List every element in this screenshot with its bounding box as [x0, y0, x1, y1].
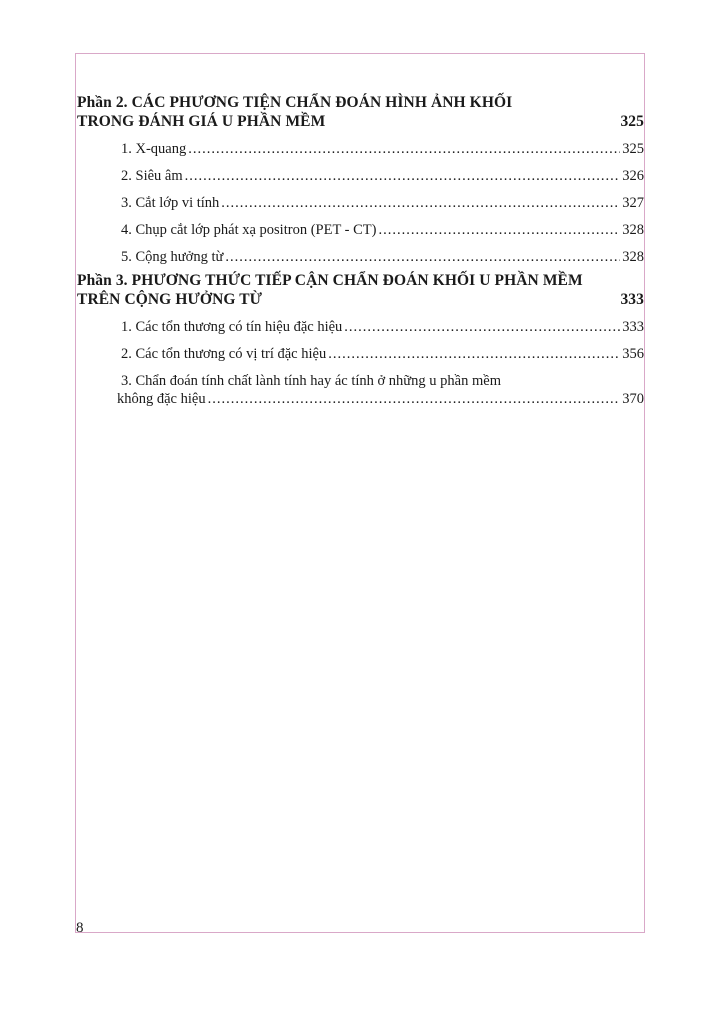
- toc-entry-page: 325: [622, 141, 644, 157]
- toc-entry-page: 328: [622, 222, 644, 238]
- toc-entry[interactable]: [77, 194, 644, 212]
- part-3-page: 333: [620, 291, 644, 308]
- toc-entry-label: 3. Cắt lớp vi tính: [121, 195, 220, 211]
- part-3-title-line2: TRÊN CỘNG HƯỞNG TỪ: [77, 291, 263, 308]
- toc-entry[interactable]: [77, 167, 644, 185]
- part-2-heading[interactable]: [77, 93, 644, 131]
- toc-entry-page: 328: [622, 249, 644, 265]
- dot-leader: [188, 140, 620, 158]
- dot-leader: [328, 345, 620, 363]
- page-number: 8: [76, 920, 84, 936]
- toc-entry-label: 1. Các tổn thương có tín hiệu đặc hiệu: [121, 319, 343, 335]
- toc-entry[interactable]: [77, 140, 644, 158]
- part-2-title-line2: TRONG ĐÁNH GIÁ U PHẦN MỀM: [77, 113, 326, 130]
- toc-entry-label: 2. Các tổn thương có vị trí đặc hiệu: [121, 346, 327, 362]
- toc-entry-label: 1. X-quang: [121, 141, 187, 157]
- toc-entry-page: 356: [622, 346, 644, 362]
- toc-entry[interactable]: [77, 221, 644, 239]
- table-of-contents: [77, 93, 644, 408]
- part-2-page: 325: [620, 113, 644, 130]
- toc-entry-label: 5. Cộng hưởng từ: [121, 249, 224, 265]
- dot-leader: [378, 221, 620, 239]
- toc-entry-multiline[interactable]: [77, 372, 644, 408]
- toc-entry[interactable]: [77, 318, 644, 336]
- part-2-title-line1: Phần 2. CÁC PHƯƠNG TIỆN CHẨN ĐOÁN HÌNH ẢNH KHỐI: [77, 94, 513, 111]
- toc-entry-label: 4. Chụp cắt lớp phát xạ positron (PET - CT): [121, 222, 377, 238]
- toc-entry-page: 333: [622, 319, 644, 335]
- toc-entry-page: 370: [622, 391, 644, 407]
- dot-leader: [225, 248, 620, 266]
- toc-entry-label: 2. Siêu âm: [121, 168, 183, 184]
- part-3-title-line1: Phần 3. PHƯƠNG THỨC TIẾP CẬN CHẨN ĐOÁN KHỐI U PHẦN MỀM: [77, 272, 583, 289]
- toc-entry[interactable]: [77, 345, 644, 363]
- dot-leader: [185, 167, 621, 185]
- dot-leader: [208, 390, 621, 408]
- part-3-heading[interactable]: [77, 271, 644, 309]
- toc-entry-label-line1: 3. Chẩn đoán tính chất lành tính hay ác tính ở những u phần mềm: [121, 373, 501, 389]
- toc-entry-label-line2: không đặc hiệu: [117, 391, 206, 407]
- toc-entry-page: 326: [622, 168, 644, 184]
- toc-entry[interactable]: [77, 248, 644, 266]
- toc-entry-page: 327: [622, 195, 644, 211]
- dot-leader: [221, 194, 620, 212]
- dot-leader: [344, 318, 620, 336]
